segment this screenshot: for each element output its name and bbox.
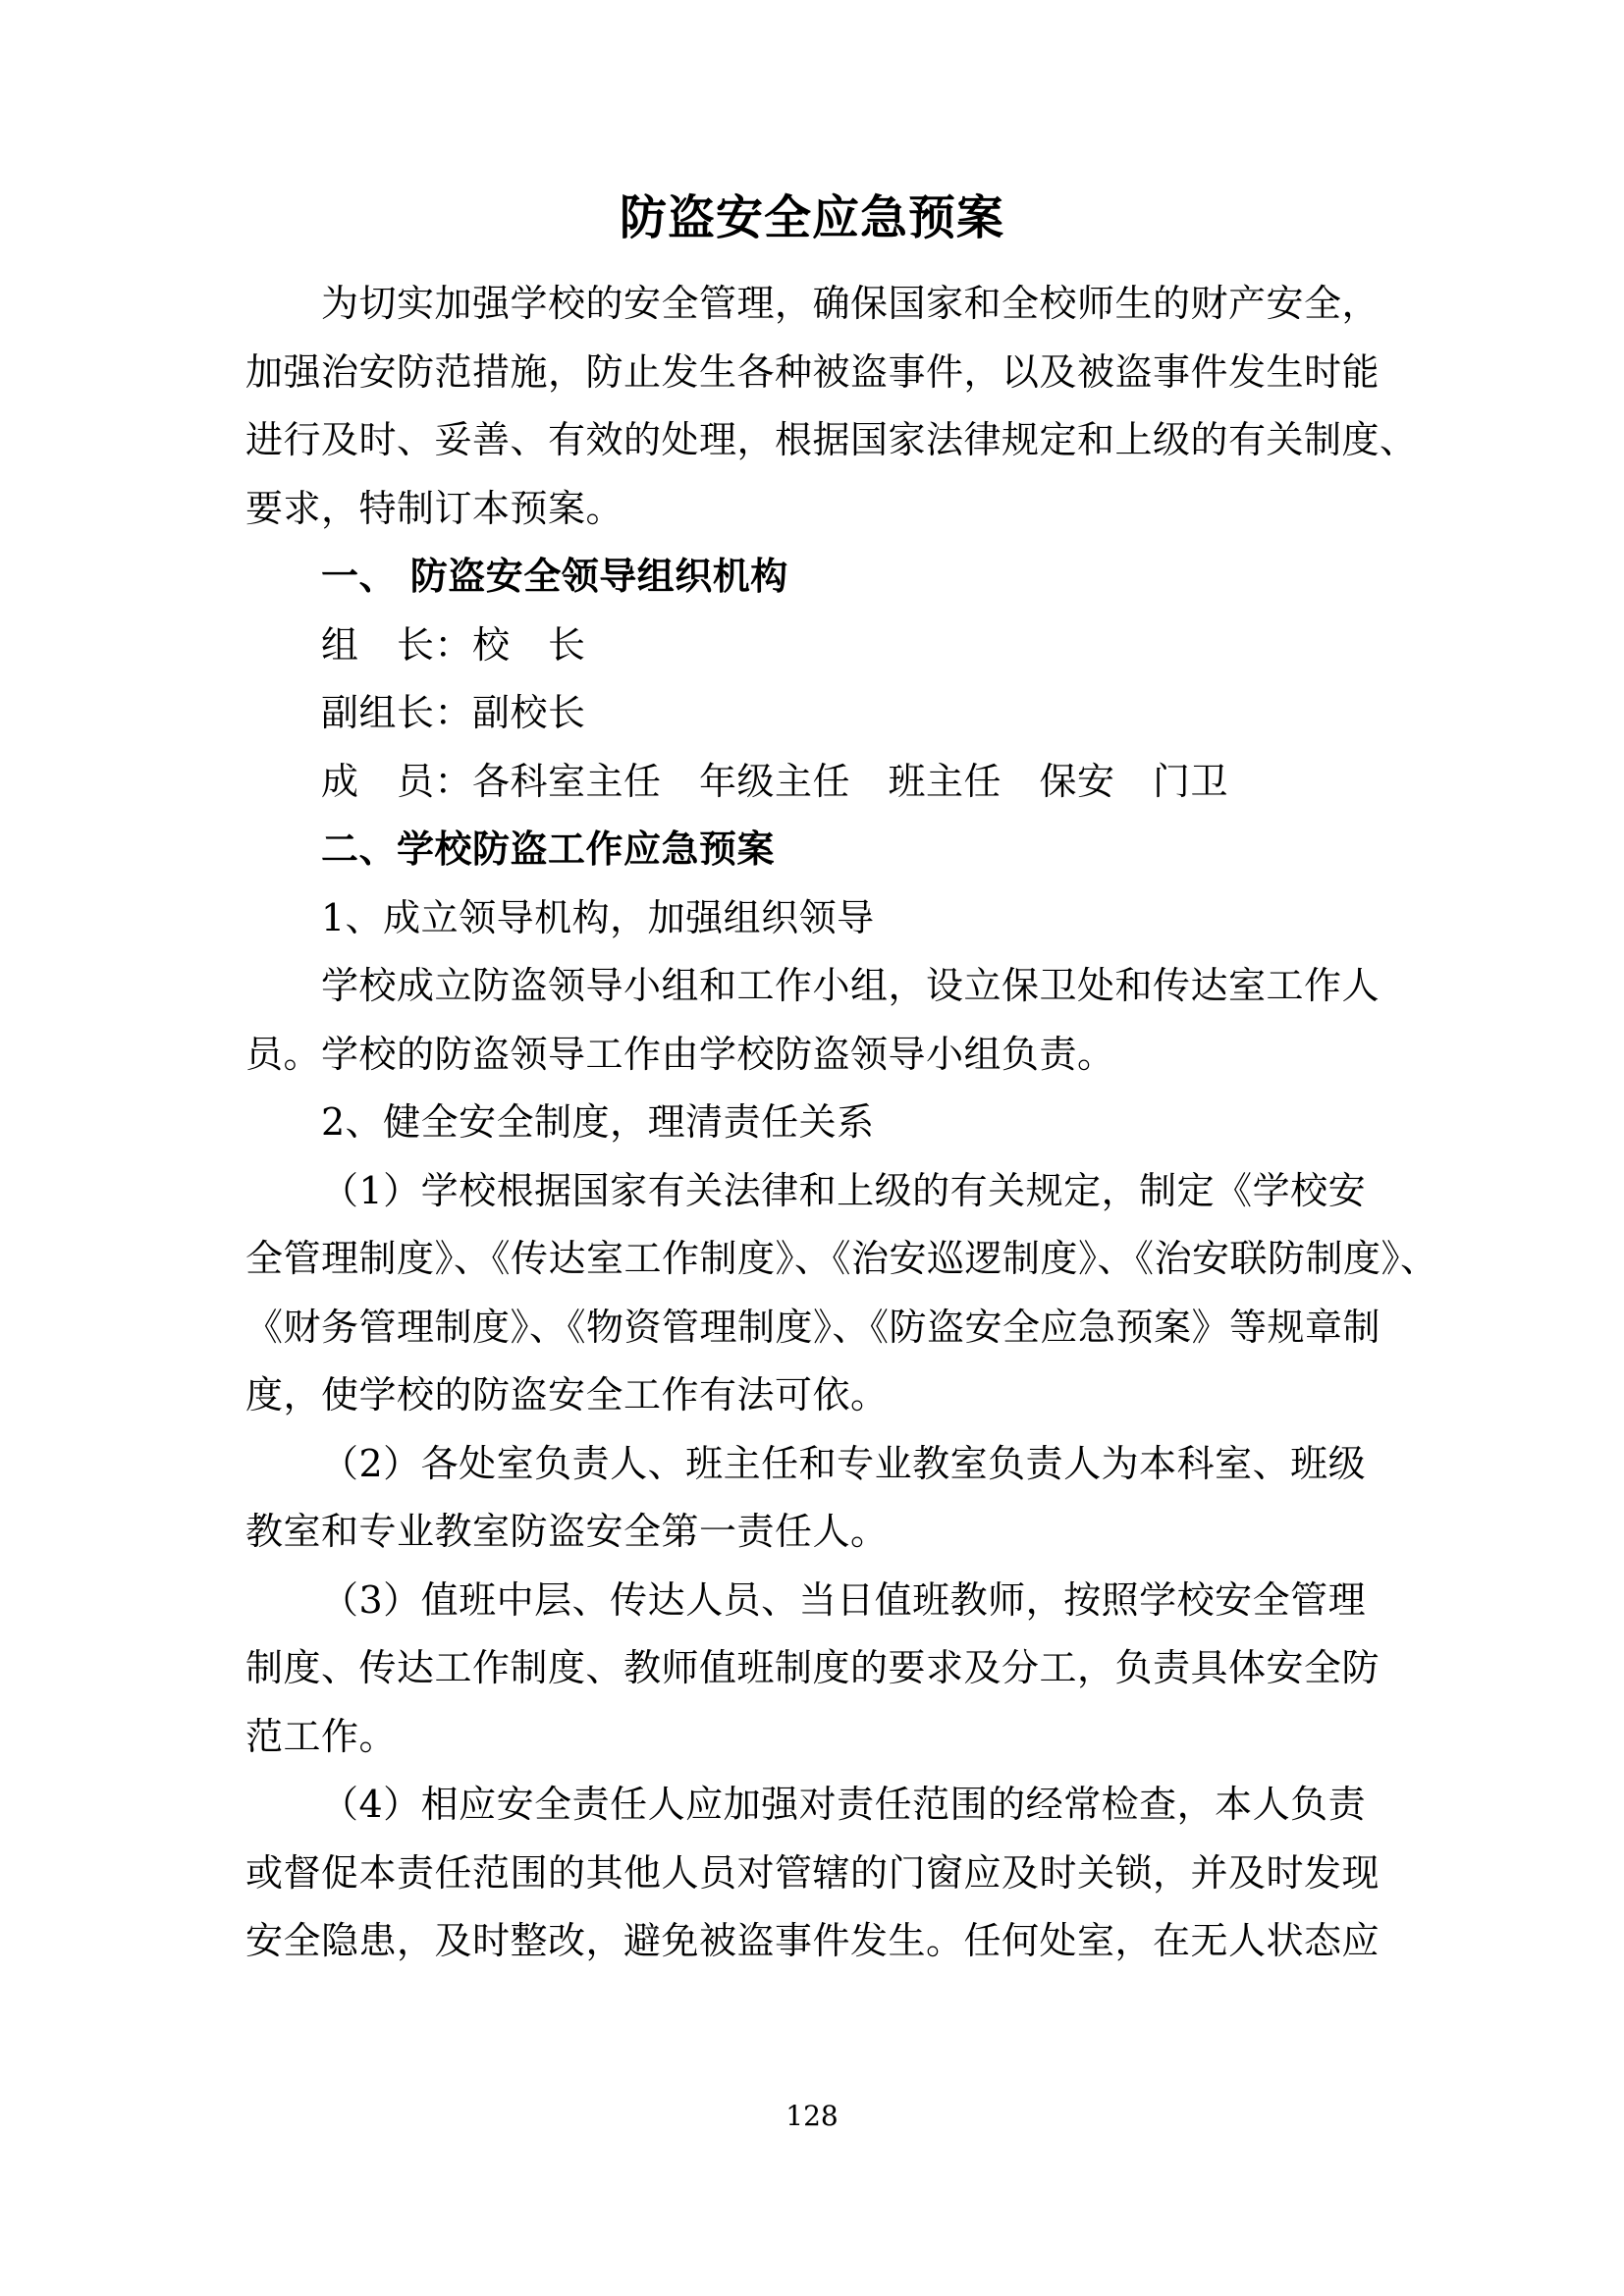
section-heading-2: 二、学校防盗工作应急预案 [321, 828, 776, 871]
body-line: 全管理制度》、《传达室工作制度》、《治安巡逻制度》、《治安联防制度》、 [245, 1237, 1438, 1280]
body-line: 范工作。 [245, 1714, 398, 1758]
body-line: 进行及时、妥善、有效的处理，根据国家法律规定和上级的有关制度、 [245, 418, 1418, 461]
body-line: 学校成立防盗领导小组和工作小组，设立保卫处和传达室工作人 [321, 964, 1380, 1007]
body-line: 安全隐患，及时整改，避免被盗事件发生。任何处室，在无人状态应 [245, 1919, 1380, 1962]
body-line: 2、健全安全制度，理清责任关系 [321, 1100, 875, 1144]
body-line-members: 成 员：各科室主任 年级主任 班主任 保安 门卫 [321, 759, 1229, 803]
body-line: 为切实加强学校的安全管理，确保国家和全校师生的财产安全， [321, 282, 1380, 325]
body-line: 度，使学校的防盗安全工作有法可依。 [245, 1373, 889, 1416]
document-body [245, 270, 1438, 1976]
body-line: （4）相应安全责任人应加强对责任范围的经常检查，本人负责 [321, 1783, 1367, 1826]
body-line-leader: 组 长：校 长 [321, 622, 586, 667]
page-number: 128 [785, 2100, 839, 2132]
document-title: 防盗安全应急预案 [619, 190, 1004, 245]
section-heading-1: 一、 防盗安全领导组织机构 [321, 555, 788, 598]
body-line: 教室和专业教室防盗安全第一责任人。 [245, 1510, 889, 1553]
body-line: （1）学校根据国家有关法律和上级的有关规定，制定《学校安 [321, 1168, 1367, 1212]
body-line: 制度、传达工作制度、教师值班制度的要求及分工，负责具体安全防 [245, 1646, 1380, 1689]
body-line: 《财务管理制度》、《物资管理制度》、《防盗安全应急预案》等规章制 [245, 1305, 1381, 1349]
body-line: 或督促本责任范围的其他人员对管辖的门窗应及时关锁，并及时发现 [245, 1850, 1380, 1895]
body-line: 加强治安防范措施，防止发生各种被盗事件，以及被盗事件发生时能 [245, 349, 1380, 394]
body-line-deputy-leader: 副组长：副校长 [321, 691, 586, 734]
body-line: 1、成立领导机构，加强组织领导 [321, 895, 875, 939]
body-line: （3）值班中层、传达人员、当日值班教师，按照学校安全管理 [321, 1577, 1367, 1622]
body-line: 员。学校的防盗领导工作由学校防盗领导小组负责。 [245, 1032, 1115, 1076]
body-line: （2）各处室负责人、班主任和专业教室负责人为本科室、班级 [321, 1441, 1367, 1485]
body-line: 要求，特制订本预案。 [245, 486, 624, 530]
